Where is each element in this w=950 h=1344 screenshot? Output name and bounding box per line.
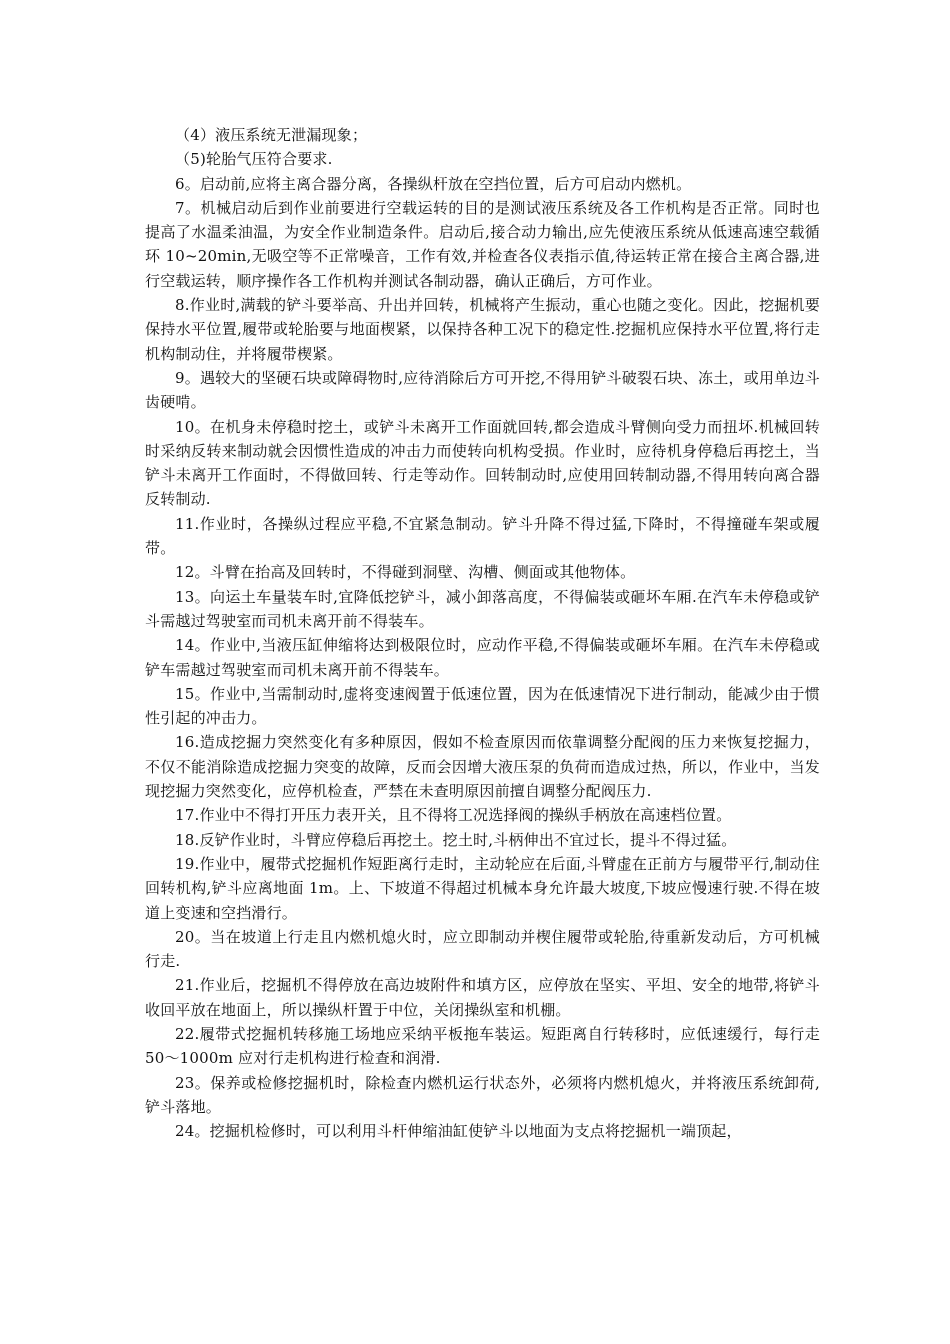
- paragraph-9: 9。遇较大的坚硬石块或障碍物时,应待消除后方可开挖,不得用铲斗破裂石块、冻土，或用单边斗齿硬啃。: [145, 368, 820, 412]
- paragraph-10: 10。在机身未停稳时挖土，或铲斗未离开工作面就回转,都会造成斗臂侧向受力而扭坏.机械回转时采纳反转来制动就会因惯性造成的冲击力而使转向机构受损。作业时，应待机身停稳后再挖土，当铲斗未离开工作面时，不得做回转、行走等动作。回转制动时,应使用回转制动器,不得用转向离合器反转制动.: [145, 417, 820, 509]
- paragraph-8: 8.作业时,满载的铲斗要举高、升出并回转，机械将产生振动，重心也随之变化。因此，挖掘机要保持水平位置,履带或轮胎要与地面楔紧，以保持各种工况下的稳定性.挖掘机应保持水平位置,将行走机构制动住，并将履带楔紧。: [145, 296, 820, 363]
- paragraph-16: 16.造成挖掘力突然变化有多种原因，假如不检查原因而依靠调整分配阀的压力来恢复挖掘力，不仅不能消除造成挖掘力突变的故障，反而会因增大液压泵的负荷而造成过热，所以，作业中，当发现挖掘力突然变化，应停机检查，严禁在未查明原因前擅自调整分配阀压力.: [145, 733, 820, 801]
- list-item-5: （5)轮胎气压符合要求.: [175, 150, 333, 169]
- list-item-4: （4）液压系统无泄漏现象；: [175, 126, 368, 144]
- paragraph-14: 14。作业中,当液压缸伸缩将达到极限位时，应动作平稳,不得偏装或砸坏车厢。在汽车未停稳或铲车需越过驾驶室而司机未离开前不得装车。: [145, 636, 820, 679]
- document-body: [145, 123, 820, 1143]
- paragraph-24: 24。挖掘机检修时，可以利用斗杆伸缩油缸使铲斗以地面为支点将挖掘机一端顶起，: [175, 1122, 742, 1141]
- paragraph-13: 13。向运土车量装车时,宜降低挖铲斗，减小卸落高度，不得偏装或砸坏车厢.在汽车未停稳或铲斗需越过驾驶室而司机未离开前不得装车。: [145, 587, 820, 630]
- paragraph-17: 17.作业中不得打开压力表开关，且不得将工况选择阀的操纵手柄放在高速档位置。: [175, 806, 732, 825]
- paragraph-12: 12。斗臂在抬高及回转时，不得碰到洞壁、沟槽、侧面或其他物体。: [175, 563, 636, 582]
- paragraph-18: 18.反铲作业时，斗臂应停稳后再挖土。挖土时,斗柄伸出不宜过长，提斗不得过猛。: [175, 830, 737, 849]
- paragraph-23: 23。保养或检修挖掘机时，除检查内燃机运行状态外，必须将内燃机熄火，并将液压系统卸荷,铲斗落地。: [145, 1073, 820, 1116]
- paragraph-15: 15。作业中,当需制动时,虚将变速阀置于低速位置，因为在低速情况下进行制动，能减少由于惯性引起的冲击力。: [145, 684, 820, 728]
- paragraph-19: 19.作业中，履带式挖掘机作短距离行走时，主动轮应在后面,斗臂虚在正前方与履带平行,制动住回转机构,铲斗应离地面 1m。上、下坡道不得超过机械本身允许最大坡度,下坡应慢速行驶.不得在坡道上变速和空挡滑行。: [145, 854, 820, 922]
- paragraph-20: 20。当在坡道上行走且内燃机熄火时，应立即制动并楔住履带或轮胎,待重新发动后，方可机械行走.: [145, 927, 820, 971]
- paragraph-7: 7。机械启动后到作业前要进行空载运转的目的是测试液压系统及各工作机构是否正常。同时也提高了水温柔油温，为安全作业制造条件。启动后,接合动力输出,应先使液压系统从低速高速空载循环 10~20min,无吸空等不正常噪音，工作有效,并检查各仪表指示值,待运转正常在接合主离合器,进行空载运转，顺序操作各工作机构并测试各制动器，确认正确后，方可作业。: [145, 198, 820, 290]
- paragraph-11: 11.作业时，各操纵过程应平稳,不宜紧急制动。铲斗升降不得过猛,下降时，不得撞碰车架或履带。: [145, 514, 820, 558]
- paragraph-6: 6。启动前,应将主离合器分离，各操纵杆放在空挡位置，后方可启动内燃机。: [175, 174, 692, 193]
- paragraph-22: 22.履带式挖掘机转移施工场地应采纳平板拖车装运。短距离自行转移时，应低速缓行，每行走 50～1000m 应对行走机构进行检查和润滑.: [145, 1024, 820, 1068]
- paragraph-21: 21.作业后，挖掘机不得停放在高边坡附件和填方区，应停放在坚实、平坦、安全的地带,将铲斗收回平放在地面上，所以操纵杆置于中位，关闭操纵室和机棚。: [145, 976, 820, 1019]
